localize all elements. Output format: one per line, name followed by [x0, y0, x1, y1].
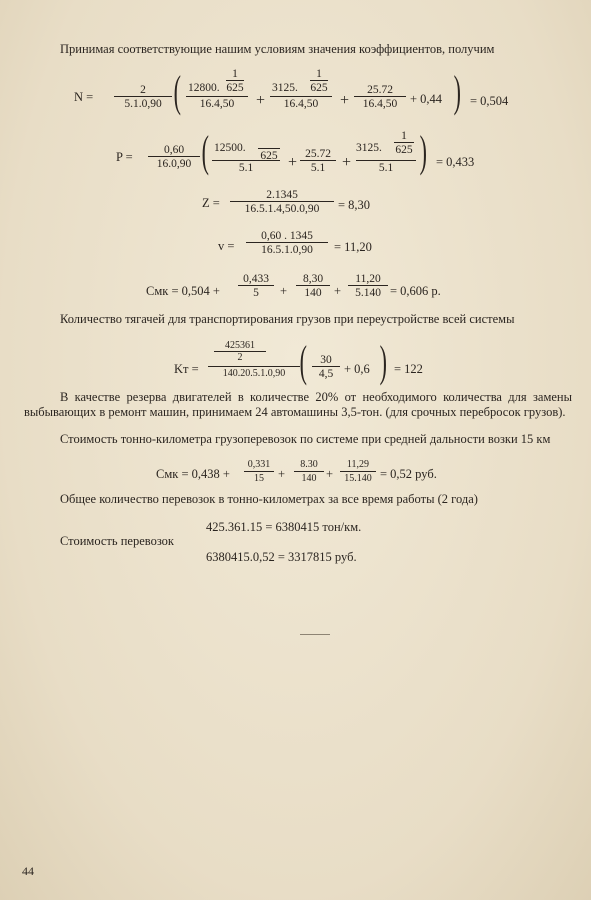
- eq-n-b-den: 16.4,50: [270, 96, 332, 110]
- eq-p-c: 3125.: [356, 142, 382, 154]
- intro-paragraph: Принимая соответствующие нашим условиям значения коэффициентов, получим: [60, 42, 495, 56]
- eq-z-result: = 8,30: [338, 198, 371, 212]
- eq-c2-c: [340, 459, 376, 485]
- eq-p-coef: [148, 144, 200, 170]
- eq-c2-lhs: Cмк = 0,438 +: [156, 467, 230, 481]
- eq-p-c-den: 5.1: [356, 160, 416, 174]
- eq-c-c: [348, 273, 388, 299]
- eq-c2-c-den: 15.140: [340, 471, 376, 485]
- eq-c-a-num: 0,433: [243, 273, 269, 285]
- eq-n-lhs: N =: [74, 90, 94, 104]
- eq-c2-b-den: 140: [294, 471, 324, 485]
- eq-k-inner-num: 30: [320, 354, 332, 366]
- eq-p-c-inner: [394, 130, 414, 156]
- eq-c2-result: = 0,52 руб.: [380, 467, 437, 481]
- eq-c-b-den: 140: [296, 285, 330, 299]
- eq-k-top: [214, 340, 266, 363]
- eq-c-a-den: 5: [238, 285, 274, 299]
- eq-z-den: 16.5.1.4,50.0,90: [230, 201, 334, 215]
- eq-v-lhs: v =: [218, 239, 235, 253]
- eq-p-coef-den: 16.0,90: [148, 156, 200, 170]
- eq-c2-b-num: 8.30: [300, 459, 318, 470]
- eq-n-result: = 0,504: [470, 94, 509, 108]
- eq-n-coef: [114, 84, 172, 110]
- eq-n-lparen: (: [173, 67, 181, 116]
- eq-c2-a: [244, 459, 274, 485]
- eq-n-a-inner: [226, 68, 244, 94]
- eq-k-inner-den: 4,5: [312, 366, 340, 380]
- eq-n-rparen: ): [453, 67, 461, 116]
- page-number: 44: [22, 864, 34, 878]
- eq-n-plus1: +: [256, 92, 266, 109]
- eq-n-c: [354, 84, 406, 110]
- eq-c-b-num: 8,30: [302, 273, 324, 285]
- eq-k-top-den: 2: [214, 351, 266, 363]
- cost-paragraph: Стоимость тонно-километра грузоперевозок по системе при средней дальности возки 15 км: [60, 432, 551, 446]
- eq-n-coef-den: 5.1.0,90: [114, 96, 172, 110]
- eq-p-a-inner: [258, 140, 280, 162]
- eq-p-plus1: +: [288, 154, 298, 171]
- eq-c-c-den: 5.140: [348, 285, 388, 299]
- eq-n-b-inner-den: 625: [310, 82, 328, 94]
- eq-k-rparen: ): [379, 337, 387, 386]
- eq-n-b-inner-num: 1: [316, 68, 322, 80]
- eq-k-top-num: 425361: [225, 340, 255, 351]
- eq-c-b: [296, 273, 330, 299]
- eq-k-result: = 122: [394, 362, 423, 376]
- transport-cost-result: 6380415.0,52 = 3317815 руб.: [206, 550, 357, 564]
- eq-p-plus2: +: [342, 154, 352, 171]
- eq-p-b-den: 5.1: [300, 160, 336, 174]
- eq-p-a-den: 5.1: [212, 160, 280, 174]
- eq-k-lhs: Kт =: [174, 362, 199, 376]
- eq-c2-b: [294, 459, 324, 485]
- eq-p-lhs: P =: [116, 150, 133, 164]
- eq-c-c-num: 11,20: [355, 273, 381, 285]
- eq-p-b: [300, 148, 336, 174]
- eq-c-plus1: +: [280, 284, 288, 298]
- eq-v-result: = 11,20: [334, 240, 372, 254]
- eq-n-coef-num: 2: [140, 84, 146, 96]
- eq-p-a-inner-num: [258, 140, 280, 148]
- tractors-paragraph: Количество тягачей для транспортирования грузов при переустройстве всей системы: [60, 312, 515, 326]
- eq-n-a-inner-num: 1: [232, 68, 238, 80]
- eq-n-plus2: +: [340, 92, 350, 109]
- eq-p-c-inner-den: 625: [395, 144, 413, 156]
- total-result-line: 425.361.15 = 6380415 тон/км.: [206, 520, 362, 534]
- eq-c-result: = 0,606 р.: [390, 284, 441, 298]
- eq-p-lparen: (: [201, 127, 209, 176]
- eq-n-a-den: 16.4,50: [186, 96, 248, 110]
- eq-c2-c-num: 11,29: [346, 459, 370, 470]
- eq-c-a: [238, 273, 274, 299]
- eq-c2-a-den: 15: [244, 471, 274, 485]
- eq-n-b: 3125.: [272, 82, 298, 94]
- eq-n-a: 12800.: [188, 82, 220, 94]
- eq-p-a: 12500.: [214, 142, 246, 154]
- transport-cost-label: Стоимость перевозок: [60, 534, 175, 548]
- eq-p-rparen: ): [419, 127, 427, 176]
- eq-p-b-num: 25.72: [305, 148, 331, 160]
- eq-k-den: 140.20.5.1.0,90: [208, 366, 300, 379]
- eq-c2-plus2: +: [326, 467, 334, 481]
- eq-n-c-num: 25.72: [367, 84, 393, 96]
- eq-v-den: 16.5.1.0,90: [246, 242, 328, 256]
- eq-p-c-inner-num: 1: [401, 130, 407, 142]
- reserve-paragraph: В качестве резерва двигателей в количестве 20% от необходимого количества для замены выбывающих в ремонт машин, принимаем 24 автомашины 3,5-тон. (для срочных перебросок грузов).: [24, 390, 572, 419]
- eq-p-result: = 0,433: [436, 155, 475, 169]
- eq-n-b-inner: [310, 68, 328, 94]
- eq-z-lhs: Z =: [202, 196, 220, 210]
- eq-k-plus: + 0,6: [344, 362, 370, 376]
- eq-c2-plus1: +: [278, 467, 286, 481]
- eq-n-a-inner-den: 625: [226, 82, 244, 94]
- eq-n-c-den: 16.4,50: [354, 96, 406, 110]
- eq-k-inner: [312, 354, 340, 380]
- eq-c-plus2: +: [334, 284, 342, 298]
- eq-z-num: 2.1345: [266, 189, 298, 201]
- eq-c-lhs: Cмк = 0,504 +: [146, 284, 220, 298]
- eq-n-tail: + 0,44: [410, 92, 443, 106]
- eq-v-num: 0,60 . 1345: [261, 230, 313, 242]
- eq-v-frac: [246, 230, 328, 256]
- eq-p-a-inner-den: 625: [258, 148, 280, 162]
- total-paragraph: Общее количество перевозок в тонно-километрах за все время работы (2 года): [60, 492, 478, 506]
- end-rule: [300, 634, 330, 635]
- eq-k-lparen: (: [299, 337, 307, 386]
- eq-z-frac: [230, 189, 334, 215]
- eq-c2-a-num: 0,331: [247, 459, 271, 470]
- eq-p-coef-num: 0,60: [163, 144, 185, 156]
